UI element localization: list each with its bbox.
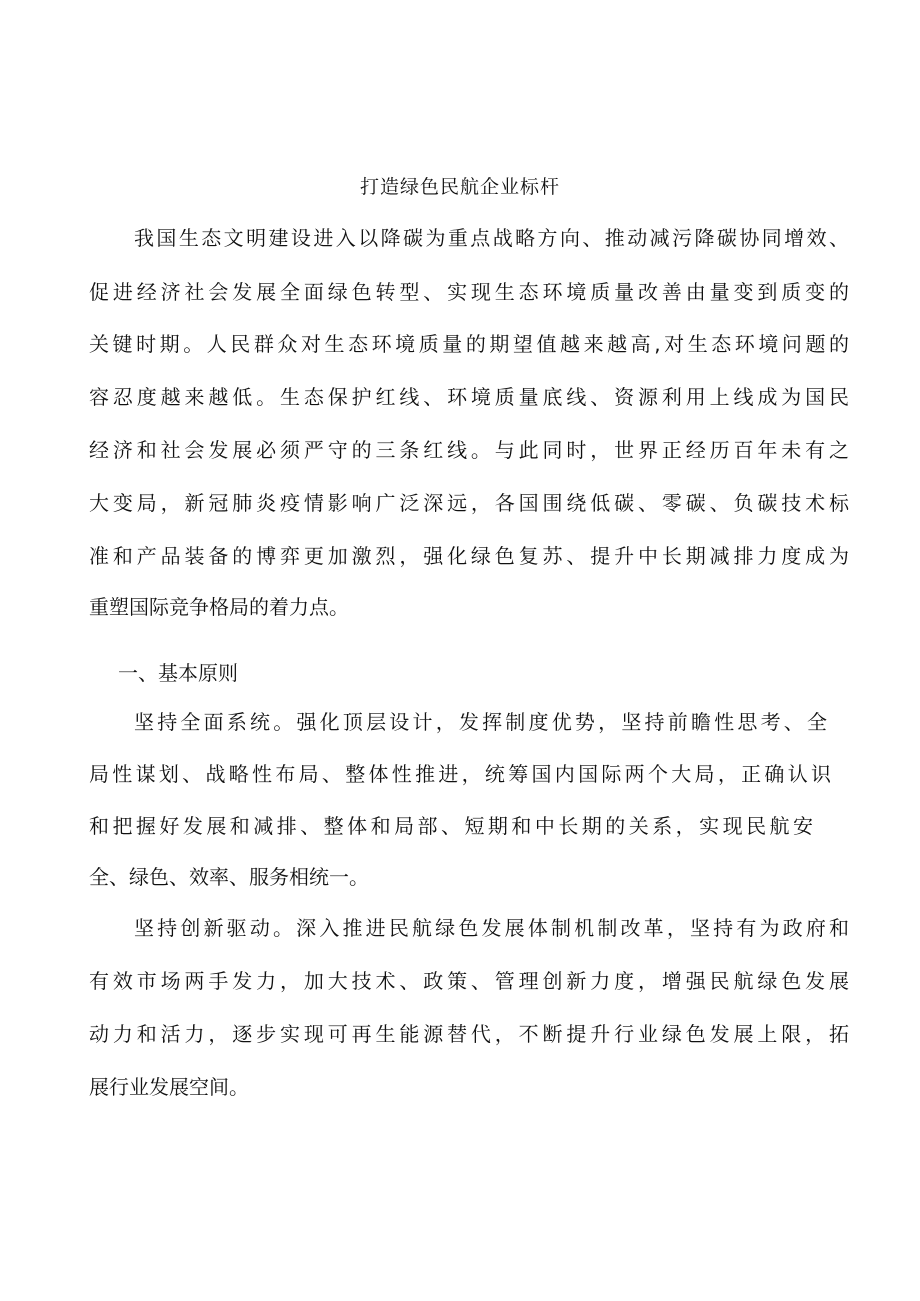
paragraph-line: 大变局，新冠肺炎疫情影响广泛深远，各国围绕低碳、零碳、负碳技术标 xyxy=(89,491,849,515)
paragraph-line: 动力和活力，逐步实现可再生能源替代，不断提升行业绿色发展上限，拓 xyxy=(89,1022,849,1046)
paragraph-line: 关键时期。人民群众对生态环境质量的期望值越来越高,对生态环境问题的 xyxy=(89,332,849,356)
paragraph-line: 展行业发展空间。 xyxy=(89,1075,249,1099)
paragraph-line: 全、绿色、效率、服务相统一。 xyxy=(89,865,369,889)
paragraph-line: 经济和社会发展必须严守的三条红线。与此同时，世界正经历百年未有之 xyxy=(89,438,849,462)
paragraph-line: 容忍度越来越低。生态保护红线、环境质量底线、资源利用上线成为国民 xyxy=(89,385,849,409)
paragraph-line: 我国生态文明建设进入以降碳为重点战略方向、推动减污降碳协同增效、 xyxy=(134,226,849,250)
paragraph-line: 和把握好发展和减排、整体和局部、短期和中长期的关系，实现民航安 xyxy=(89,814,813,838)
section-heading: 一、基本原则 xyxy=(118,661,238,685)
document-title: 打造绿色民航企业标杆 xyxy=(359,176,560,198)
paragraph-line: 重塑国际竞争格局的着力点。 xyxy=(89,595,349,619)
paragraph-line: 坚持创新驱动。深入推进民航绿色发展体制机制改革，坚持有为政府和 xyxy=(134,916,849,940)
paragraph-line: 准和产品装备的博弈更加激烈，强化绿色复苏、提升中长期减排力度成为 xyxy=(89,544,849,568)
paragraph-line: 有效市场两手发力，加大技术、政策、管理创新力度，增强民航绿色发展 xyxy=(89,969,849,993)
paragraph-line: 坚持全面系统。强化顶层设计，发挥制度优势，坚持前瞻性思考、全 xyxy=(134,710,827,734)
paragraph-line: 促进经济社会发展全面绿色转型、实现生态环境质量改善由量变到质变的 xyxy=(89,280,849,304)
paragraph-line: 局性谋划、战略性布局、整体性推进，统筹国内国际两个大局，正确认识 xyxy=(89,762,831,786)
